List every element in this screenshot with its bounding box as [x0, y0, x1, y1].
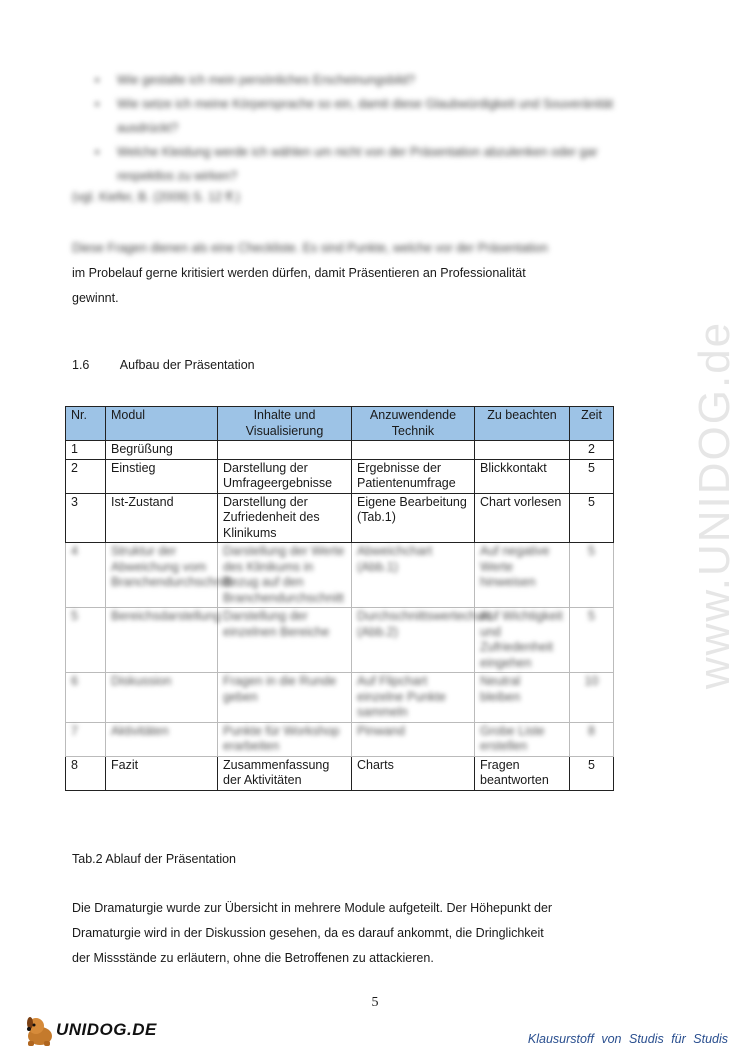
paragraph-line-blurred: Diese Fragen dienen als eine Checkliste. Es sind Punkte, welche vor der Präsentation: [72, 241, 548, 255]
cell-zeit: 2: [570, 441, 614, 460]
cell-inhalt: Darstellung der Zufriedenheit des Klinikums: [218, 493, 352, 543]
paragraph-checklist: [72, 236, 612, 311]
bullet-item: ▪ Wie gestalte ich mein persönliches Erscheinungsbild?: [95, 68, 615, 92]
table-row: [66, 441, 614, 460]
cell-technik: Ergebnisse der Patientenumfrage: [352, 459, 475, 493]
cell-modul: Ist-Zustand: [106, 493, 218, 543]
page-number: 5: [371, 995, 379, 1010]
cell-technik: Durchschnittswertechart (Abb.2): [352, 608, 475, 673]
cell-beachten: [475, 441, 570, 460]
cell-technik: Abweichchart (Abb.1): [352, 543, 475, 608]
section-title: Aufbau der Präsentation: [119, 358, 255, 372]
header-nr: Nr.: [66, 407, 106, 441]
cell-zeit: 8: [570, 722, 614, 756]
cell-nr: 6: [66, 673, 106, 723]
cell-beachten: Neutral bleiben: [475, 673, 570, 723]
cell-modul: Einstieg: [106, 459, 218, 493]
table-row: [66, 756, 614, 790]
cell-zeit: 5: [570, 459, 614, 493]
header-modul: Modul: [106, 407, 218, 441]
cell-beachten: Auf Wichtigkeit und Zufriedenheit eingehen: [475, 608, 570, 673]
cell-inhalt: [218, 441, 352, 460]
cell-zeit: 5: [570, 608, 614, 673]
citation: (vgl. Kiefer, B. (2009) S. 12 ff.): [72, 190, 240, 204]
cell-zeit: 5: [570, 543, 614, 608]
bullet-item: ▪ Welche Kleidung werde ich wählen um nicht von der Präsentation abzulenken oder gar respektlos zu wirken?: [95, 140, 615, 188]
table-row: [66, 459, 614, 493]
table-row-blurred: [66, 673, 614, 723]
cell-technik: Auf Flipchart einzelne Punkte sammeln: [352, 673, 475, 723]
section-heading: [72, 358, 255, 372]
cell-beachten: Fragen beantworten: [475, 756, 570, 790]
paragraph-line: Die Dramaturgie wurde zur Übersicht in mehrere Module aufgeteilt. Der Höhepunkt der: [72, 901, 553, 915]
cell-inhalt: Punkte für Workshop erarbeiten: [218, 722, 352, 756]
cell-beachten: Chart vorlesen: [475, 493, 570, 543]
agenda-table: [65, 406, 614, 791]
table-header-row: [66, 407, 614, 441]
cell-technik: Pinwand: [352, 722, 475, 756]
paragraph-dramaturgie: [72, 896, 617, 971]
cell-nr: 7: [66, 722, 106, 756]
cell-modul: Fazit: [106, 756, 218, 790]
cell-inhalt: Zusammenfassung der Aktivitäten: [218, 756, 352, 790]
cell-modul: Aktivitäten: [106, 722, 218, 756]
cell-beachten: Grobe Liste erstellen: [475, 722, 570, 756]
cell-modul: Begrüßung: [106, 441, 218, 460]
paragraph-line: gewinnt.: [72, 291, 119, 305]
cell-nr: 5: [66, 608, 106, 673]
footer-tagline: Klausurstoff von Studis für Studis: [527, 1032, 728, 1046]
cell-modul: Bereichsdarstellung: [106, 608, 218, 673]
cell-zeit: 5: [570, 493, 614, 543]
bullet-item: ▪ Wie setze ich meine Körpersprache so ein, damit diese Glaubwürdigkeit und Souveränität ausdrückt?: [95, 92, 615, 140]
table-row-blurred: [66, 608, 614, 673]
cell-nr: 4: [66, 543, 106, 608]
cell-modul: Struktur der Abweichung vom Branchendurchschnitt: [106, 543, 218, 608]
table-row: [66, 493, 614, 543]
logo-text: UNIDOG.DE: [56, 1020, 157, 1039]
header-technik: Anzuwendende Technik: [352, 407, 475, 441]
cell-nr: 2: [66, 459, 106, 493]
section-number: 1.6: [72, 358, 90, 372]
table-caption: Tab.2 Ablauf der Präsentation: [72, 852, 237, 866]
cell-zeit: 5: [570, 756, 614, 790]
cell-beachten: Blickkontakt: [475, 459, 570, 493]
cell-technik: Charts: [352, 756, 475, 790]
paragraph-line: im Probelauf gerne kritisiert werden dürfen, damit Präsentieren an Professionalität: [72, 266, 526, 280]
cell-nr: 8: [66, 756, 106, 790]
cell-inhalt: Darstellung der Werte des Klinikums in Bezug auf den Branchendurchschnitt: [218, 543, 352, 608]
cell-technik: [352, 441, 475, 460]
bullet-list: [95, 68, 615, 188]
table-row-blurred: [66, 722, 614, 756]
watermark-text: www.UNIDOG.de: [690, 320, 739, 690]
table-row-blurred: [66, 543, 614, 608]
cell-nr: 3: [66, 493, 106, 543]
paragraph-line: der Missstände zu erläutern, ohne die Betroffenen zu attackieren.: [72, 951, 434, 965]
cell-modul: Diskussion: [106, 673, 218, 723]
cell-beachten: Auf negative Werte hinweisen: [475, 543, 570, 608]
cell-inhalt: Fragen in die Runde geben: [218, 673, 352, 723]
cell-technik: Eigene Bearbeitung (Tab.1): [352, 493, 475, 543]
header-beachten: Zu beachten: [475, 407, 570, 441]
cell-zeit: 10: [570, 673, 614, 723]
cell-inhalt: Darstellung der Umfrageergebnisse: [218, 459, 352, 493]
header-inhalte: Inhalte und Visualisierung: [218, 407, 352, 441]
header-zeit: Zeit: [570, 407, 614, 441]
cell-inhalt: Darstellung der einzelnen Bereiche: [218, 608, 352, 673]
paragraph-line: Dramaturgie wird in der Diskussion gesehen, da es darauf ankommt, die Dringlichkeit: [72, 926, 544, 940]
cell-nr: 1: [66, 441, 106, 460]
